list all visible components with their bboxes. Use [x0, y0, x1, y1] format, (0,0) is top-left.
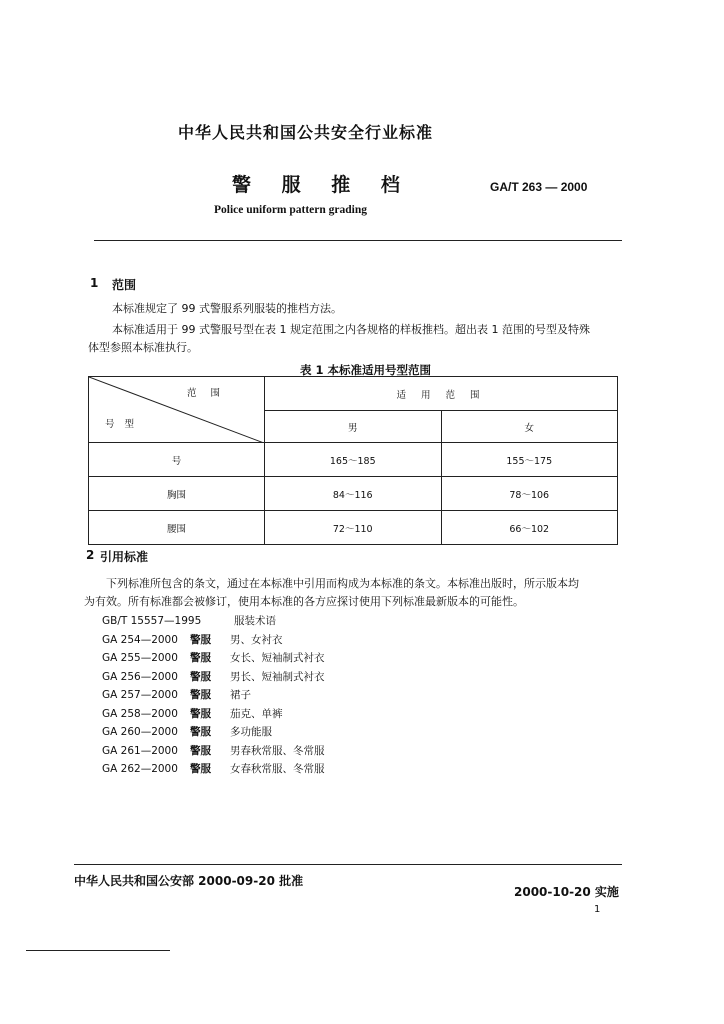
row-label: 胸围: [89, 477, 265, 511]
row-label: 号: [89, 443, 265, 477]
ref-category: 警服: [190, 689, 211, 701]
ref-code: GA 258—2000: [102, 707, 178, 720]
table-row: [89, 511, 618, 545]
ref-code: GA 256—2000: [102, 670, 178, 683]
section-1-para-2-line-1: 本标准适用于 99 式警服号型在表 1 规定范围之内各规格的样板推档。超出表 1 范围的号型及特殊: [112, 323, 590, 336]
title-divider: [94, 240, 622, 241]
size-range-table: [88, 376, 618, 545]
ref-title: 裙子: [230, 689, 251, 701]
ref-title: 多功能服: [230, 726, 272, 738]
corner-label-size: 号型: [105, 419, 145, 430]
cell-female: 66～102: [441, 511, 618, 545]
table-row: [89, 443, 618, 477]
section-1-title: 范围: [112, 278, 137, 292]
page-number: 1: [594, 904, 601, 915]
list-item: [102, 631, 325, 650]
ref-title: 女长、短袖制式衬衣: [230, 652, 325, 664]
ref-code: GA 254—2000: [102, 633, 178, 646]
approval-date: 中华人民共和国公安部 2000-09-20 批准: [74, 874, 304, 888]
column-header-male: 男: [265, 411, 442, 443]
cell-male: 165～185: [265, 443, 442, 477]
cell-female: 155～175: [441, 443, 618, 477]
ref-category: 警服: [190, 726, 211, 738]
ref-title: 男长、短袖制式衬衣: [230, 670, 325, 683]
section-2-number: 2: [86, 548, 95, 562]
ref-code: GB/T 15557—1995: [102, 615, 202, 627]
list-item: [102, 742, 325, 761]
column-header-female: 女: [441, 411, 618, 443]
table-row: [89, 477, 618, 511]
document-title: 警 服 推 档: [232, 174, 412, 196]
english-title: Police uniform pattern grading: [214, 204, 367, 216]
diagonal-line: [89, 377, 264, 443]
ref-code: GA 261—2000: [102, 744, 178, 757]
list-item: [102, 649, 325, 668]
table-group-header: 适 用 范 围: [265, 377, 618, 411]
ref-title: 男、女衬衣: [230, 633, 283, 646]
cell-male: 84～116: [265, 477, 442, 511]
referenced-standards-list: [102, 612, 325, 779]
ref-title: 女春秋常服、冬常服: [230, 763, 325, 775]
cell-male: 72～110: [265, 511, 442, 545]
footer-divider: [74, 864, 622, 865]
list-item: [102, 668, 325, 687]
ref-code: GA 255—2000: [102, 652, 178, 664]
ref-category: 警服: [190, 633, 211, 646]
ref-code: GA 262—2000: [102, 763, 178, 775]
ref-title: 服装术语: [234, 615, 276, 627]
ref-category: 警服: [190, 652, 211, 664]
cell-female: 78～106: [441, 477, 618, 511]
corner-label-range: 范围: [186, 388, 234, 399]
ref-category: 警服: [190, 707, 211, 720]
list-item: [102, 686, 325, 705]
ref-code: GA 260—2000: [102, 726, 178, 738]
row-label: 腰围: [89, 511, 265, 545]
ref-title: 茄克、单裤: [230, 707, 283, 720]
ref-code: GA 257—2000: [102, 689, 178, 701]
list-item: [102, 760, 325, 779]
list-item: [102, 612, 325, 631]
section-1-para-1: 本标准规定了 99 式警服系列服装的推档方法。: [112, 302, 342, 315]
ref-category: 警服: [190, 763, 211, 775]
ref-title: 男春秋常服、冬常服: [230, 744, 325, 757]
implementation-date: 2000-10-20 实施: [514, 885, 619, 899]
ref-category: 警服: [190, 670, 211, 683]
list-item: [102, 723, 325, 742]
issuing-org-title: 中华人民共和国公共安全行业标准: [178, 123, 434, 142]
table-corner-cell: [89, 377, 265, 443]
section-1-para-2-line-2: 体型参照本标准执行。: [88, 341, 198, 354]
standard-code: GA/T 263 — 2000: [490, 180, 588, 194]
section-1-number: 1: [90, 276, 99, 290]
ref-category: 警服: [190, 744, 211, 757]
section-2-para-line-1: 下列标准所包含的条文，通过在本标准中引用而构成为本标准的条文。本标准出版时，所示版本均: [106, 577, 579, 590]
bottom-margin-line: [26, 950, 170, 951]
section-2-para-line-2: 为有效。所有标准都会被修订，使用本标准的各方应探讨使用下列标准最新版本的可能性。: [84, 595, 524, 608]
section-2-title: 引用标准: [100, 550, 149, 564]
table-1-caption: 表 1 本标准适用号型范围: [300, 363, 432, 377]
list-item: [102, 705, 325, 724]
